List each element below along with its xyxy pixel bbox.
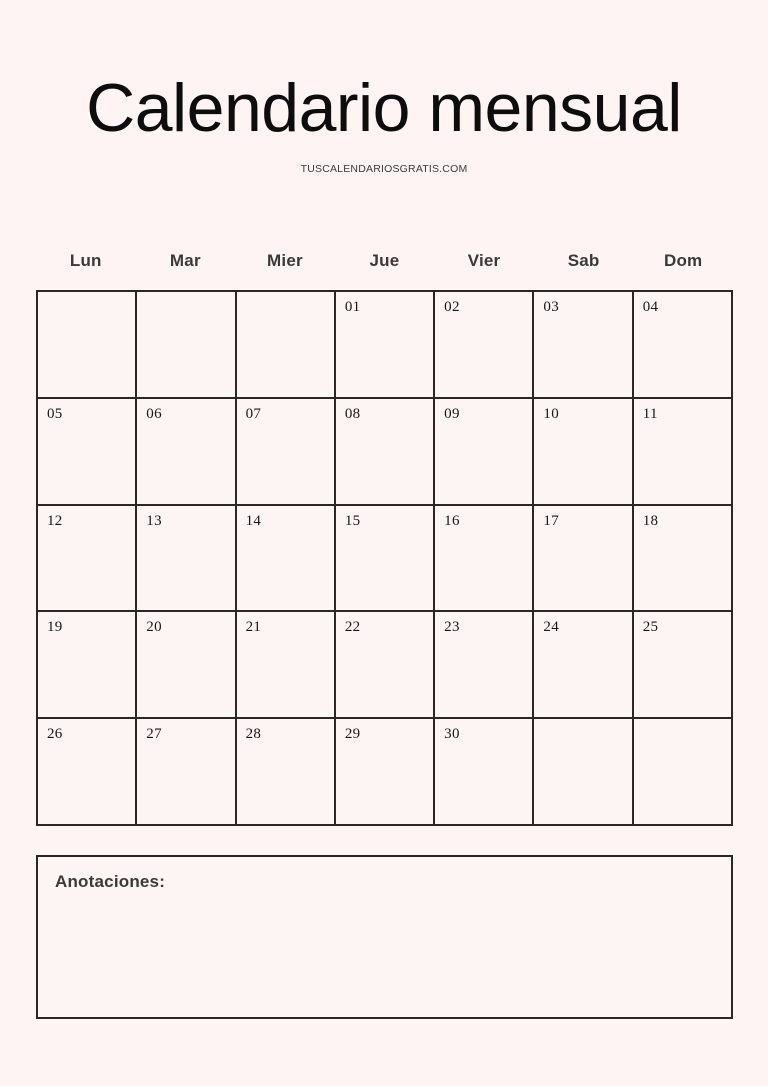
day-cell[interactable] xyxy=(38,719,137,826)
day-number: 23 xyxy=(444,619,460,636)
weekday-header-vier: Vier xyxy=(467,251,501,270)
day-number: 04 xyxy=(642,299,659,315)
day-number: 28 xyxy=(245,726,262,743)
day-cell[interactable] xyxy=(634,719,733,826)
day-number: 02 xyxy=(444,299,460,315)
day-cell[interactable] xyxy=(534,612,633,719)
day-cell[interactable] xyxy=(534,506,633,613)
day-cell[interactable] xyxy=(38,506,137,613)
day-number: 18 xyxy=(642,512,659,529)
day-number: 21 xyxy=(245,619,262,636)
weekday-header-mar: Mar xyxy=(169,251,201,270)
day-cell[interactable] xyxy=(336,292,435,399)
weekday-header-jue: Jue xyxy=(369,251,400,270)
day-cell[interactable] xyxy=(237,719,336,826)
day-cell[interactable] xyxy=(137,719,236,826)
day-number: 16 xyxy=(444,512,460,529)
day-cell[interactable] xyxy=(237,399,336,506)
day-cell[interactable] xyxy=(336,506,435,613)
notes-label: Anotaciones: xyxy=(55,872,166,891)
day-number: 26 xyxy=(47,726,63,743)
day-number: 07 xyxy=(245,405,262,422)
day-number: 01 xyxy=(344,299,361,315)
day-cell[interactable] xyxy=(336,399,435,506)
day-cell[interactable] xyxy=(38,612,137,719)
day-cell[interactable] xyxy=(634,292,733,399)
day-number: 29 xyxy=(344,726,361,743)
day-number: 09 xyxy=(444,405,460,422)
day-number: 30 xyxy=(444,726,460,743)
day-cell[interactable] xyxy=(534,719,633,826)
day-cell[interactable] xyxy=(137,612,236,719)
page-title: Calendario mensual xyxy=(86,70,682,146)
day-number: 19 xyxy=(47,619,63,636)
day-cell[interactable] xyxy=(534,292,633,399)
page-header xyxy=(0,0,768,175)
day-cell[interactable] xyxy=(534,399,633,506)
day-cell[interactable] xyxy=(435,612,534,719)
page-subtitle: TUSCALENDARIOSGRATIS.COM xyxy=(300,163,468,175)
day-cell[interactable] xyxy=(38,399,137,506)
day-cell[interactable] xyxy=(634,506,733,613)
day-cell[interactable] xyxy=(237,506,336,613)
day-number: 17 xyxy=(543,512,560,529)
weekday-header-mier: Mier xyxy=(267,251,303,270)
day-number: 11 xyxy=(642,405,658,422)
day-number: 25 xyxy=(642,619,659,636)
day-cell[interactable] xyxy=(336,612,435,719)
day-number: 27 xyxy=(146,726,162,743)
day-cell[interactable] xyxy=(435,399,534,506)
weekday-header-lun: Lun xyxy=(69,251,102,270)
day-number: 03 xyxy=(543,299,560,315)
day-cell[interactable] xyxy=(137,506,236,613)
day-number: 24 xyxy=(543,619,560,636)
notes-box[interactable] xyxy=(36,855,733,1019)
day-number: 13 xyxy=(146,512,162,529)
day-cell[interactable] xyxy=(634,612,733,719)
day-number: 06 xyxy=(146,405,162,422)
day-cell[interactable] xyxy=(435,506,534,613)
day-cell[interactable] xyxy=(634,399,733,506)
day-number: 22 xyxy=(344,619,361,636)
day-number: 05 xyxy=(47,405,63,422)
weekday-header-sab: Sab xyxy=(567,251,600,270)
day-cell[interactable] xyxy=(137,399,236,506)
notes-input[interactable] xyxy=(38,899,731,1017)
day-number: 10 xyxy=(543,405,560,422)
weekday-header-dom: Dom xyxy=(664,251,703,270)
day-number: 12 xyxy=(47,512,63,529)
day-number: 08 xyxy=(344,405,361,422)
day-cell[interactable] xyxy=(137,292,236,399)
day-cell[interactable] xyxy=(237,292,336,399)
weekday-header-row xyxy=(36,252,733,269)
day-number: 15 xyxy=(344,512,361,529)
day-cell[interactable] xyxy=(435,292,534,399)
day-cell[interactable] xyxy=(237,612,336,719)
day-number: 14 xyxy=(245,512,262,529)
day-cell[interactable] xyxy=(38,292,137,399)
day-cell[interactable] xyxy=(435,719,534,826)
day-number: 20 xyxy=(146,619,162,636)
day-cell[interactable] xyxy=(336,719,435,826)
calendar-grid xyxy=(36,290,733,826)
